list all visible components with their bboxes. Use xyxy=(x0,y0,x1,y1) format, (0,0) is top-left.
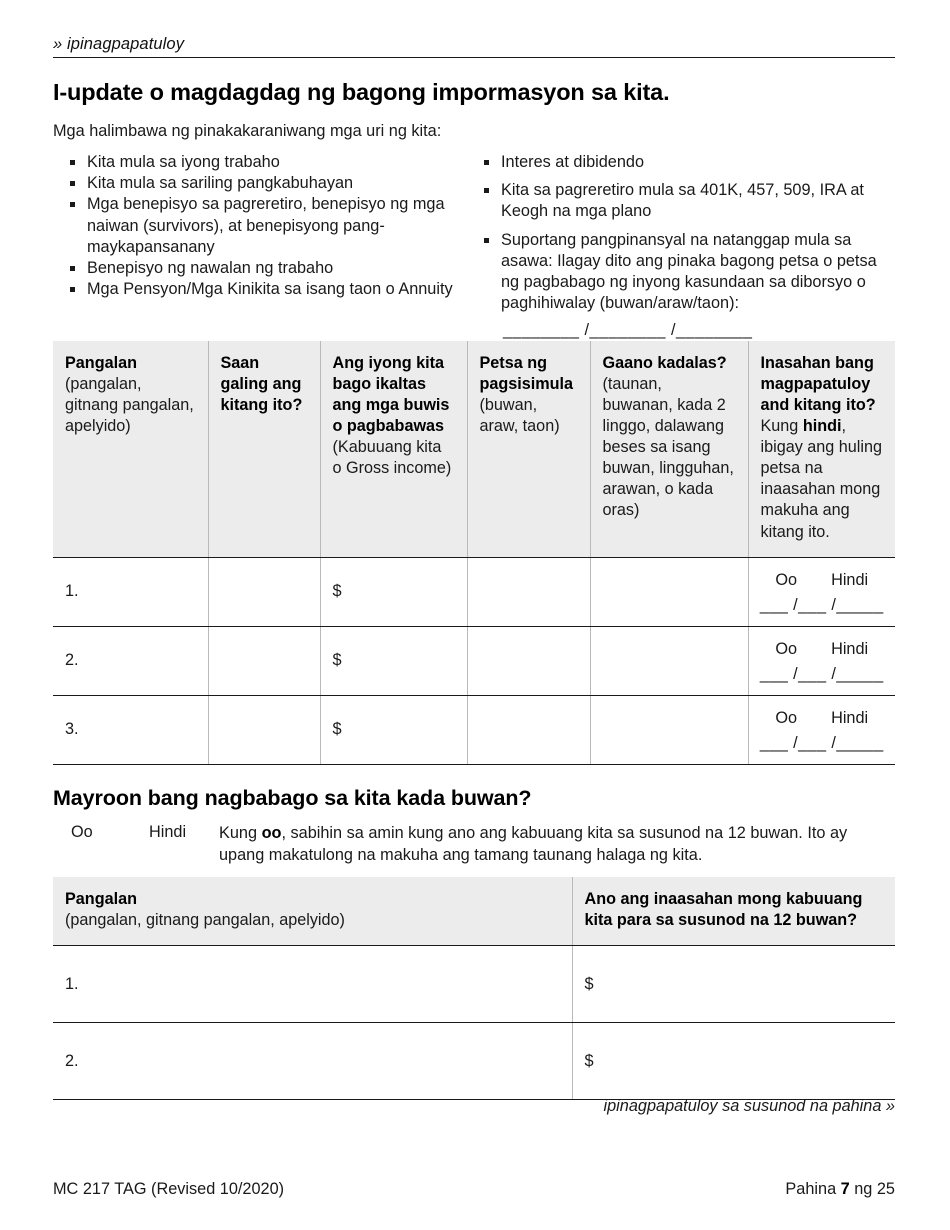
income-intro-text: Mga halimbawa ng pinakakaraniwang mga uri ng kita: xyxy=(53,122,442,140)
column-header-title: Pangalan xyxy=(65,354,137,372)
cell-row-number: 2. xyxy=(53,626,208,695)
table-row xyxy=(53,946,895,1023)
monthly-change-note xyxy=(219,823,895,866)
column-header-subtitle: (buwan, araw, taon) xyxy=(479,396,560,436)
column-header-subtitle: (pangalan, gitnang pangalan, apelyido) xyxy=(65,375,194,436)
option-no[interactable]: Hindi xyxy=(831,639,869,658)
table-row xyxy=(53,626,895,695)
option-yes[interactable]: Oo xyxy=(775,639,798,658)
cell-expected-amount-input[interactable]: $ xyxy=(572,1023,895,1100)
page-number xyxy=(785,1180,895,1199)
option-no[interactable]: Hindi xyxy=(831,708,869,727)
running-header xyxy=(53,36,895,58)
cell-row-number: 1. xyxy=(53,946,572,1023)
form-identifier: MC 217 TAG (Revised 10/2020) xyxy=(53,1180,285,1198)
list-item: Kita sa pagreretiro mula sa 401K, 457, 509, IRA at Keogh na mga plano xyxy=(481,180,895,222)
table-row xyxy=(53,1023,895,1100)
option-yes[interactable]: Oo xyxy=(71,823,93,841)
column-header-name xyxy=(53,877,572,946)
column-header-subtitle-post: , ibigay ang huling petsa na inaasahan mong makuha ang kitang ito. xyxy=(760,417,883,541)
last-date-blank[interactable]: ___ /___ /_____ xyxy=(759,664,884,683)
list-item: Suportang pangpinansyal na natanggap mula sa asawa: Ilagay dito ang pinaka bagong petsa o petsa ng pagbabago ng inyong kasundaan sa diborsyo o paghihiwalay (buwan/araw/taon): xyxy=(481,230,895,315)
cell-frequency-input[interactable] xyxy=(590,695,748,764)
cell-frequency-input[interactable] xyxy=(590,626,748,695)
income-table xyxy=(53,341,895,765)
yes-no-options xyxy=(749,571,896,590)
income-table-header-row xyxy=(53,341,895,557)
column-header-expected-income xyxy=(572,877,895,946)
list-item: Benepisyo ng nawalan ng trabaho xyxy=(67,258,487,279)
page-number-value: 7 xyxy=(840,1180,850,1198)
cell-start-date-input[interactable] xyxy=(467,695,590,764)
column-header-frequency xyxy=(590,341,748,557)
list-item: Interes at dibidendo xyxy=(481,152,895,173)
column-header-title: Gaano kadalas? xyxy=(602,354,727,372)
list-item: Kita mula sa iyong trabaho xyxy=(67,152,487,173)
list-item: Mga benepisyo sa pagreretiro, benepisyo ng mga naiwan (survivors), at benepisyong pang-maykapansanany xyxy=(67,194,487,258)
note-emphasis: oo xyxy=(261,824,282,842)
cell-expected-amount-input[interactable]: $ xyxy=(572,946,895,1023)
list-item: Mga Pensyon/Mga Kinikita sa isang taon o Annuity xyxy=(67,279,487,300)
cell-frequency-input[interactable] xyxy=(590,557,748,626)
column-header-source xyxy=(208,341,320,557)
last-date-blank[interactable]: ___ /___ /_____ xyxy=(759,595,884,614)
yes-no-options xyxy=(749,640,896,659)
cell-source-input[interactable] xyxy=(208,557,320,626)
document-page xyxy=(53,0,895,1230)
running-header-label: » ipinagpapatuloy xyxy=(53,35,185,53)
cell-continuing-choice[interactable] xyxy=(748,557,895,626)
column-header-title: Inasahan bang magpapatuloy and kitang ito? xyxy=(760,354,876,415)
cell-amount-input[interactable]: $ xyxy=(320,695,467,764)
yes-no-options xyxy=(749,709,896,728)
cell-source-input[interactable] xyxy=(208,626,320,695)
column-header-title: Ang iyong kita bago ikaltas ang mga buwis o pagbabawas xyxy=(332,354,450,436)
column-header-title: Saan galing ang kitang ito? xyxy=(220,354,303,415)
cell-source-input[interactable] xyxy=(208,695,320,764)
table-row xyxy=(53,557,895,626)
section-title-monthly-change: Mayroon bang nagbabago sa kita kada buwan? xyxy=(53,786,532,810)
cell-row-number: 1. xyxy=(53,557,208,626)
note-pre: Kung xyxy=(219,824,262,842)
spousal-support-date-blank[interactable]: ________ /________ /________ xyxy=(503,321,753,340)
column-header-gross-income xyxy=(320,341,467,557)
cell-row-number: 3. xyxy=(53,695,208,764)
column-header-subtitle: (pangalan, gitnang pangalan, apelyido) xyxy=(65,911,345,930)
option-no[interactable]: Hindi xyxy=(149,823,187,841)
page-number-pre: Pahina xyxy=(785,1180,841,1198)
column-header-continuing xyxy=(748,341,895,557)
cell-start-date-input[interactable] xyxy=(467,557,590,626)
cell-continuing-choice[interactable] xyxy=(748,626,895,695)
cell-continuing-choice[interactable] xyxy=(748,695,895,764)
page-number-post: ng 25 xyxy=(849,1180,895,1198)
note-post: , sabihin sa amin kung ano ang kabuuang kita sa susunod na 12 buwan. Ito ay upang makatulong na makuha ang tamang taunang halaga ng kita. xyxy=(219,824,848,864)
column-header-subtitle: (taunan, buwanan, kada 2 linggo, dalawang beses sa isang buwan, lingguhan, arawan, o kada oras) xyxy=(602,375,734,520)
continued-note: ipinagpapatuloy sa susunod na pahina » xyxy=(603,1097,895,1115)
column-header-subtitle-emphasis: hindi xyxy=(802,417,842,436)
option-yes[interactable]: Oo xyxy=(775,708,798,727)
cell-amount-input[interactable]: $ xyxy=(320,626,467,695)
column-header-title: Petsa ng pagsisimula xyxy=(479,354,574,394)
bullet-list-left xyxy=(67,152,487,300)
column-header-title: Ano ang inaasahan mong kabuuang kita para sa susunod na 12 buwan? xyxy=(584,890,863,930)
column-header-subtitle-pre: Kung xyxy=(760,417,803,436)
expected-table-header-row xyxy=(53,877,895,946)
expected-income-table xyxy=(53,877,895,1100)
column-header-subtitle: (Kabuuang kita o Gross income) xyxy=(332,438,452,478)
section-title-income: I-update o magdagdag ng bagong impormasyon sa kita. xyxy=(53,79,670,105)
list-item: Kita mula sa sariling pangkabuhayan xyxy=(67,173,487,194)
bullet-list-right xyxy=(481,152,895,314)
cell-amount-input[interactable]: $ xyxy=(320,557,467,626)
cell-start-date-input[interactable] xyxy=(467,626,590,695)
column-header-title: Pangalan xyxy=(65,890,137,908)
column-header-start-date xyxy=(467,341,590,557)
option-no[interactable]: Hindi xyxy=(831,570,869,589)
bullets-column-right xyxy=(481,152,895,340)
table-row xyxy=(53,695,895,764)
option-yes[interactable]: Oo xyxy=(775,570,798,589)
cell-row-number: 2. xyxy=(53,1023,572,1100)
column-header-name xyxy=(53,341,208,557)
header-rule xyxy=(53,57,895,58)
page-footer xyxy=(53,1180,895,1199)
bullets-column-left xyxy=(67,152,487,300)
last-date-blank[interactable]: ___ /___ /_____ xyxy=(759,733,884,752)
